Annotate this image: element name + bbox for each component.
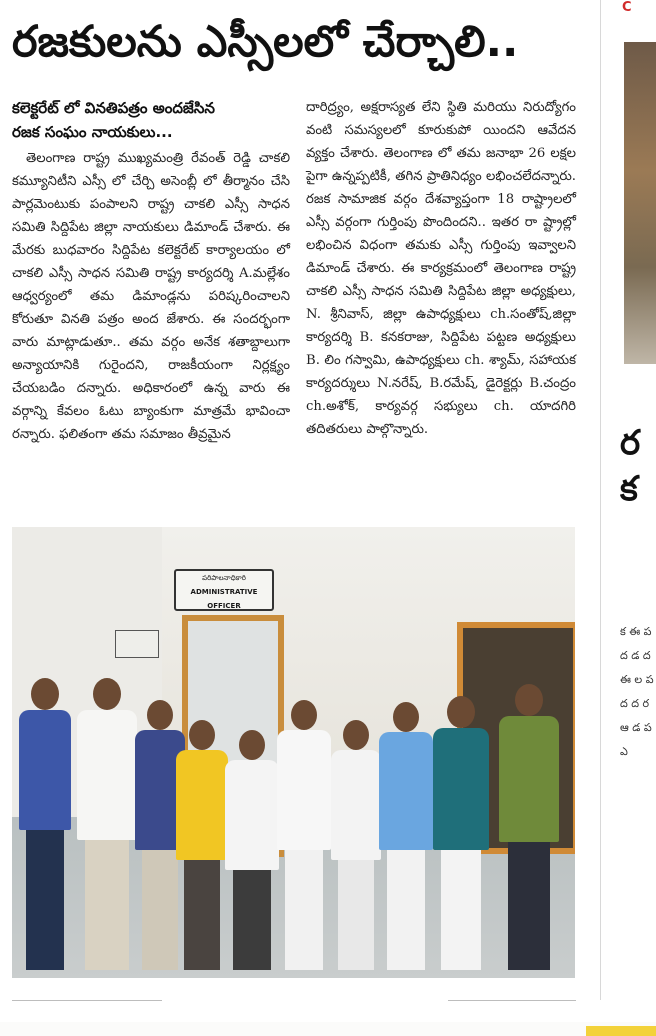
office-sign-telugu: పరిపాలనాధికారి xyxy=(202,574,246,582)
adjacent-top-mark: C xyxy=(622,0,632,15)
subheadline-line-2: రజక సంఘం నాయకులు... xyxy=(12,123,173,141)
person-figure xyxy=(274,700,334,970)
name-plate xyxy=(115,630,159,658)
column-divider xyxy=(600,0,601,1000)
person-figure xyxy=(74,678,140,970)
divider xyxy=(448,1000,576,1001)
article-photo xyxy=(12,527,575,978)
office-sign-english: ADMINISTRATIVE OFFICER xyxy=(190,588,258,610)
body-text-left: తెలంగాణ రాష్ట్ర ముఖ్యమంత్రి రేవంత్ రెడ్డి చాకలి కమ్యూనిటీని ఎస్సీ లో చేర్చి అసెంబ్లీ లో తీర్మానం చేసి పార్లమెంటుకు పంపాలని రాష్ట్ర చాకలి ఎస్సీ సాధన సమితి సిద్దిపేట జిల్లా నాయకులు డిమాండ్ చేశారు. ఈ మేరకు బుధవారం సిద్దిపేట కలెక్టరేట్ కార్యాలయం లో చాకలి ఎస్సీ సాధన సమితి రాష్ట్ర కార్యదర్శి A.మల్లేశం ఆధ్వర్యంలో తమ డిమాండ్లను పరిష్కరించాలని కోరుతూ వినతి పత్రం అంద జేశారు. ఈ సందర్భంగా వారు మాట్లాడుతూ.. తమ వర్గం అనేక శతాబ్దాలుగా అన్యాయానికి గురైందని, రాజకీయంగా నిర్లక్ష్యం చేయబడిం దన్నారు. అధికారంలో ఉన్న వారు ఈ వర్గాన్ని కేవలం ఓటు బ్యాంకుగా మాత్రమే భావించా రన్నారు. ఫలితంగా తమ సమాజం తీవ్రమైన xyxy=(12,151,290,442)
adjacent-headline-fragment: ర క xyxy=(620,423,641,509)
person-figure xyxy=(496,684,562,970)
adjacent-article-strip xyxy=(600,0,656,1036)
subheadline-line-1: కలెక్టరేట్ లో వినతిపత్రం అందజేసిన xyxy=(12,99,215,117)
headline: రజకులను ఎస్సీలలో చేర్చాలి.. xyxy=(12,17,519,67)
article-column-left xyxy=(12,96,290,446)
person-figure xyxy=(430,696,492,970)
article-column-right xyxy=(306,96,576,441)
footer-accent xyxy=(586,1026,656,1036)
person-figure xyxy=(16,678,74,970)
person-figure xyxy=(376,702,436,970)
divider xyxy=(12,1000,162,1001)
adjacent-photo xyxy=(624,42,656,364)
adjacent-body-fragment: క ఈ ప ద డ ద ఈ ల ప ద ద ర ఆ డ ప ఎ xyxy=(620,625,654,758)
subheadline xyxy=(12,96,290,144)
body-text-right: దారిద్ర్యం, అక్షరాస్యత లేని స్థితి మరియు నిరుద్యోగం వంటి సమస్యలలో కూరుకుపో యిందని ఆవేదన వ్యక్తం చేశారు. తెలంగాణ లో తమ జనాభా 26 లక్షల పైగా ఉన్నప్పటికీ, తగిన ప్రాతినిధ్యం లభించలేదన్నారు. రజక సామాజిక వర్గం దేశవ్యాప్తంగా 18 రాష్ట్రాలలో ఎస్సీ వర్గంగా గుర్తింపు పొందిందని.. ఇతర రా ష్ట్రాల్లో లభించిన విధంగా తమకు ఎస్సీ గుర్తింపు ఇవ్వాలని డిమాండ్ చేశారు. ఈ కార్యక్రమంలో తెలంగాణ రాష్ట్ర చాకలి ఎస్సీ సాధన సమితి సిద్దిపేట జిల్లా అధ్యక్షులు, N. శ్రీనివాస్, జిల్లా ఉపాధ్యక్షులు ch.సంతోష్,జిల్లా కార్యదర్శి B. కనకరాజు, సిద్దిపేట పట్టణ అధ్యక్షులు B. లిం గస్వామి, ఉపాధ్యక్షులు ch. శ్యామ్, సహాయక కార్యదర్శులు N.నరేష్, B.రమేష్, డైరెక్టర్లు B.చంద్రం ch.అశోక్, కార్యవర్గ సభ్యులు ch. యాదగిరి తదితరులు పాల్గొన్నారు. xyxy=(306,100,576,437)
person-figure xyxy=(222,730,282,970)
page-footer-strip xyxy=(0,1022,656,1036)
office-sign xyxy=(174,569,274,611)
